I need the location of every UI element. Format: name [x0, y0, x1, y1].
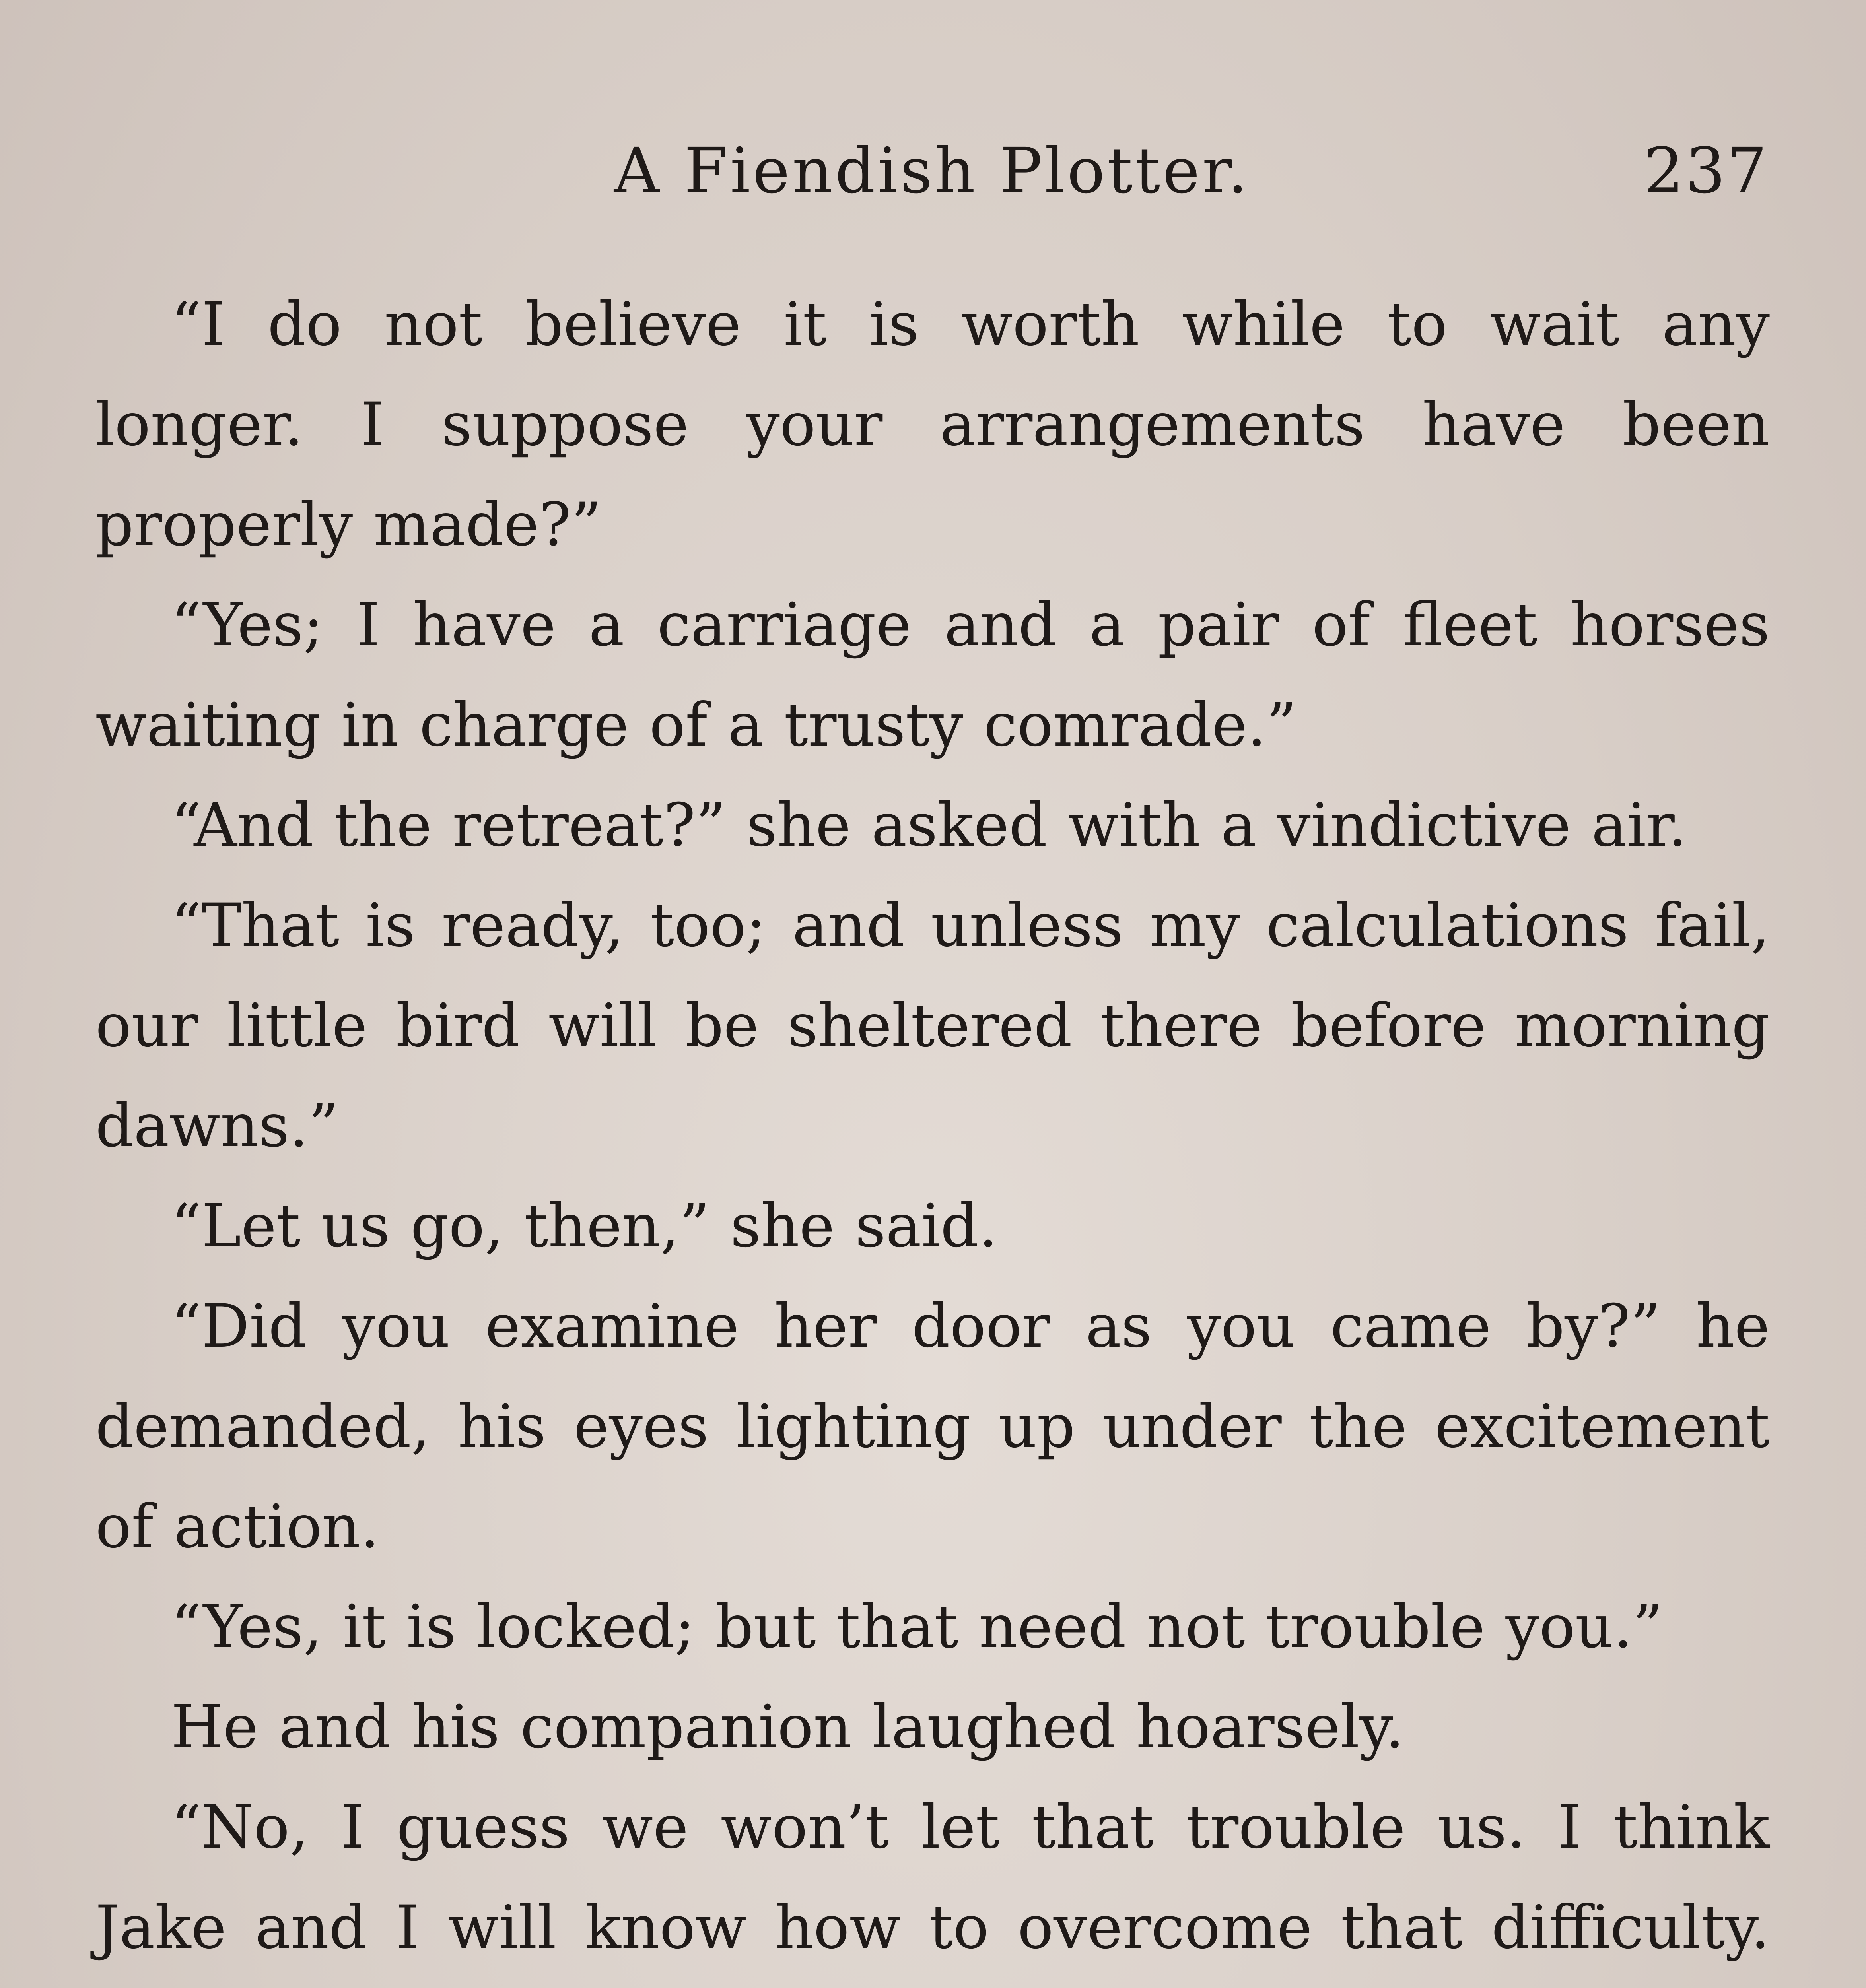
paragraph: “Did you examine her door as you came by?” he demanded, his eyes lighting up under the excitement of action.: [95, 1292, 1770, 1561]
paragraph: “Let us go, then,” she said.: [171, 1192, 998, 1261]
paragraph: “And the retreat?” she asked with a vindictive air.: [171, 791, 1687, 860]
paragraph: “That is ready, too; and unless my calculations fail, our little bird will be sheltered there before morning dawns.”: [95, 891, 1770, 1161]
body-text: [95, 274, 1770, 1988]
paragraph: “No, I guess we won’t let that trouble us. I think Jake and I will know how to overcome that difficulty.: [95, 1793, 1770, 1962]
paragraph: “Yes, it is locked; but that need not trouble you.”: [171, 1592, 1663, 1662]
paragraph: “Yes; I have a carriage and a pair of fleet horses waiting in charge of a trusty comrade.”: [95, 590, 1770, 760]
paragraph: “I do not believe it is worth while to wait any longer. I suppose your arrangements have been properly made?”: [95, 290, 1770, 559]
page-header: [95, 131, 1769, 211]
running-title: A Fiendish Plotter.: [614, 134, 1250, 208]
paragraph: He and his companion laughed hoarsely.: [171, 1693, 1404, 1762]
page-number: 237: [1644, 134, 1769, 208]
